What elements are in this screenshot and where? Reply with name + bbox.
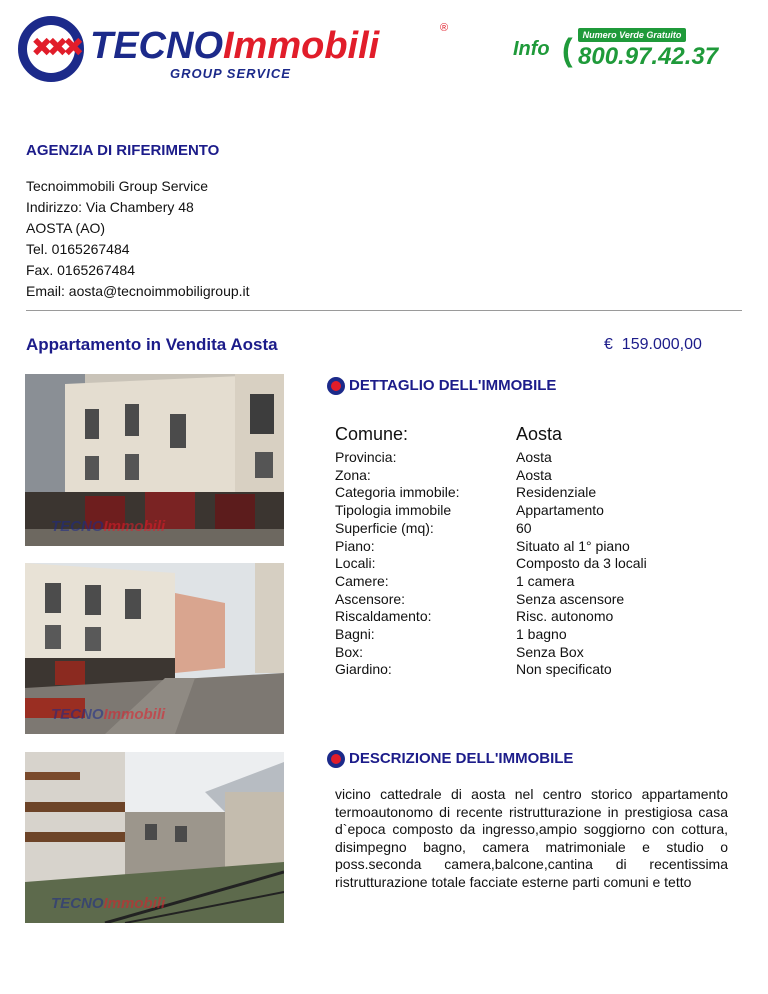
phone-icon: ( bbox=[562, 32, 573, 68]
details-section-title: DETTAGLIO DELL'IMMOBILE bbox=[349, 377, 557, 394]
detail-label: Zona: bbox=[335, 466, 371, 483]
info-label: Info bbox=[513, 38, 550, 60]
description-text: vicino cattedrale di aosta nel centro storico appartamento termoautonomo di recente ristrutturazione in prestigiosa casa d`epoca composto da ingresso,ampio soggiorno con cottura, disimpegno bagno, camera matrimoniale e studio o poss.seconda camera,balcone,cantina di recentissima ristrutturazione totale facciate esterne parti comuni e tetto bbox=[335, 786, 728, 890]
agency-title: AGENZIA DI RIFERIMENTO bbox=[26, 142, 220, 159]
photo-street-view[interactable]: TECNOImmobili bbox=[25, 563, 284, 734]
brand-subtitle: GROUP SERVICE bbox=[170, 66, 291, 81]
agency-address: Indirizzo: Via Chambery 48 bbox=[26, 199, 194, 215]
detail-label: Bagni: bbox=[335, 626, 375, 643]
detail-value: Aosta bbox=[516, 466, 552, 483]
detail-value: 1 camera bbox=[516, 572, 575, 589]
detail-row bbox=[335, 573, 647, 591]
detail-value: 60 bbox=[516, 519, 532, 536]
detail-row bbox=[335, 555, 647, 573]
detail-label: Superficie (mq): bbox=[335, 519, 434, 536]
listing-title: Appartamento in Vendita Aosta bbox=[26, 335, 278, 354]
detail-row bbox=[335, 608, 647, 626]
photo-rear-view[interactable]: TECNOImmobili bbox=[25, 752, 284, 923]
details-table bbox=[335, 449, 647, 679]
agency-email[interactable]: Email: aosta@tecnoimmobiligroup.it bbox=[26, 283, 250, 299]
price-value: 159.000,00 bbox=[621, 336, 702, 353]
section-logo-icon bbox=[327, 377, 345, 395]
listing-price bbox=[604, 336, 702, 354]
detail-value: Composto da 3 locali bbox=[516, 555, 647, 572]
brand-part2: Immobili bbox=[223, 25, 380, 67]
detail-value: Aosta bbox=[516, 449, 552, 465]
brand-logo-icon: ✖✖✖ bbox=[18, 16, 84, 82]
detail-label: Box: bbox=[335, 643, 364, 660]
brand-logo-text bbox=[90, 26, 379, 66]
detail-label: Giardino: bbox=[335, 661, 392, 678]
detail-label: Categoria immobile: bbox=[335, 484, 460, 501]
photo-building-facade[interactable]: TECNOImmobili bbox=[25, 374, 284, 546]
comune-value: Aosta bbox=[516, 424, 563, 444]
description-section-title: DESCRIZIONE DELL'IMMOBILE bbox=[349, 750, 574, 767]
detail-value: 1 bagno bbox=[516, 626, 567, 643]
detail-label: Tipologia immobile bbox=[335, 502, 452, 519]
detail-value: Non specificato bbox=[516, 661, 612, 678]
detail-row bbox=[335, 520, 647, 538]
toll-free-badge: Numero Verde Gratuito bbox=[578, 28, 686, 42]
comune-label: Comune: bbox=[335, 424, 409, 444]
detail-value: Residenziale bbox=[516, 484, 597, 501]
detail-label: Ascensore: bbox=[335, 590, 406, 607]
agency-info bbox=[26, 176, 250, 302]
detail-label: Camere: bbox=[335, 572, 389, 589]
detail-row bbox=[335, 591, 647, 609]
agency-city: AOSTA (AO) bbox=[26, 220, 106, 236]
detail-value: Senza ascensore bbox=[516, 590, 625, 607]
detail-row bbox=[335, 484, 647, 502]
detail-label: Piano: bbox=[335, 537, 375, 554]
agency-phone[interactable]: Tel. 0165267484 bbox=[26, 241, 130, 257]
section-logo-icon bbox=[327, 750, 345, 768]
detail-row bbox=[335, 502, 647, 520]
detail-value: Senza Box bbox=[516, 643, 584, 660]
detail-row bbox=[335, 626, 647, 644]
detail-label: Riscaldamento: bbox=[335, 608, 432, 625]
detail-label: Locali: bbox=[335, 555, 376, 572]
detail-row bbox=[335, 449, 647, 467]
detail-row bbox=[335, 538, 647, 556]
price-currency: € bbox=[604, 336, 613, 353]
detail-value: Situato al 1° piano bbox=[516, 537, 630, 554]
divider bbox=[26, 310, 742, 311]
brand-part1: TECNO bbox=[90, 25, 223, 67]
agency-fax: Fax. 0165267484 bbox=[26, 262, 135, 278]
detail-value: Risc. autonomo bbox=[516, 608, 614, 625]
agency-name: Tecnoimmobili Group Service bbox=[26, 178, 209, 194]
detail-row bbox=[335, 467, 647, 485]
toll-free-number[interactable]: 800.97.42.37 bbox=[578, 43, 719, 70]
detail-row bbox=[335, 661, 647, 679]
detail-row bbox=[335, 644, 647, 662]
registered-mark: ® bbox=[440, 22, 449, 34]
detail-label: Provincia: bbox=[335, 449, 397, 465]
detail-value: Appartamento bbox=[516, 502, 604, 519]
